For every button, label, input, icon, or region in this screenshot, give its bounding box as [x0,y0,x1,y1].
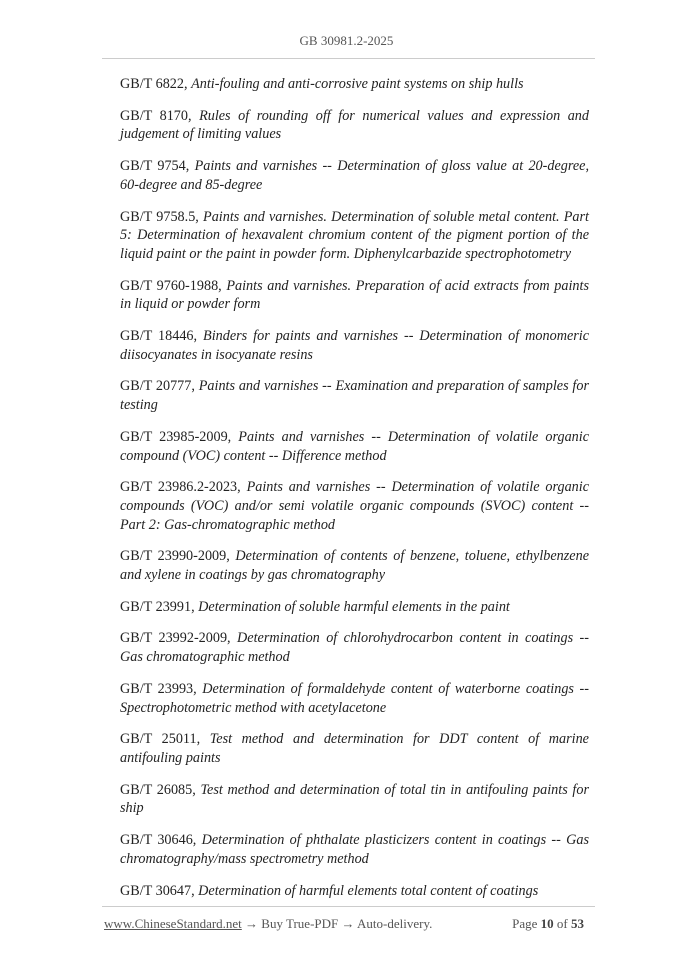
reference-item [120,327,589,364]
reference-title: Binders for paints and varnishes -- Determination of monomeric diisocyanates in isocyanate resins [120,328,589,363]
footer-divider [102,906,595,907]
reference-item [120,75,589,94]
reference-code: GB/T 23990-2009, [120,548,236,565]
reference-item [120,598,589,617]
reference-title: Test method and determination of total tin in antifouling paints for ship [120,781,589,817]
reference-code: GB/T 8170, [120,107,200,124]
of-label: of [553,916,571,931]
reference-title: Determination of harmful elements total content of coatings [198,882,539,899]
normative-references-list [120,75,589,913]
reference-title: Determination of contents of benzene, toluene, ethylbenzene and xylene in coatings by gas chromatography [120,548,589,584]
reference-title: Test method and determination for DDT content of marine antifouling paints [120,731,589,766]
reference-title: Paints and varnishes -- Determination of gloss value at 20-degree, 60-degree and 85-degree [120,158,590,193]
reference-code: GB/T 23991, [120,598,199,615]
reference-code: GB/T 23986.2-2023, [120,479,247,496]
header-divider [102,58,595,59]
reference-title: Paints and varnishes -- Determination of volatile organic compounds (VOC) and/or semi volatile organic compounds (SVOC) content -- Part 2: Gas-chromatographic method [120,479,590,533]
reference-title: Anti-fouling and anti-corrosive paint systems on ship hulls [191,76,524,92]
page-header: GB 30981.2-2025 [299,33,394,48]
reference-code: GB/T 23993, [120,680,203,697]
arrow-icon: → [338,916,358,931]
reference-code: GB/T 20777, [120,378,199,395]
reference-item [120,680,589,717]
reference-code: GB/T 26085, [120,781,201,798]
reference-code: GB/T 18446, [120,328,204,345]
reference-item [120,428,589,465]
reference-item [120,730,589,767]
reference-code: GB/T 30647, [120,882,199,899]
reference-title: Determination of soluble harmful elements in the paint [198,598,510,615]
footer-promo [104,916,432,932]
reference-title: Paints and varnishes. Determination of soluble metal content. Part 5: Determination of hexavalent chromium content of the pigment portion of the liquid paint or the paint in powder form. Diphenylcarbazide spectrophotometry [120,208,589,262]
reference-code: GB/T 9760-1988, [120,277,227,294]
reference-code: GB/T 25011, [120,731,210,748]
buy-text: Buy True-PDF [261,916,339,931]
reference-code: GB/T 9754, [120,158,195,175]
arrow-icon: → [241,916,262,931]
reference-title: Determination of chlorohydrocarbon content in coatings -- Gas chromatographic method [120,630,589,666]
current-page: 10 [540,916,554,931]
reference-title: Paints and varnishes -- Determination of volatile organic compound (VOC) content -- Difference method [120,428,589,464]
page-footer [104,916,584,932]
reference-code: GB/T 30646, [120,832,202,849]
reference-item [120,157,589,194]
reference-item [120,629,589,666]
reference-code: GB/T 6822, [120,76,192,92]
reference-title: Paints and varnishes. Preparation of acid extracts from paints in liquid or powder form [120,277,589,313]
reference-item [120,781,589,818]
reference-code: GB/T 23985-2009, [120,428,239,445]
reference-code: GB/T 23992-2009, [120,630,238,647]
reference-title: Determination of formaldehyde content of waterborne coatings -- Spectrophotometric method with acetylacetone [120,680,589,716]
reference-code: GB/T 9758.5, [120,208,204,225]
reference-title: Determination of phthalate plasticizers content in coatings -- Gas chromatography/mass spectrometry method [120,832,589,867]
website-link[interactable]: www.ChineseStandard.net [104,916,242,931]
page-number [512,916,584,932]
reference-item [120,882,589,901]
delivery-text: Auto-delivery. [357,916,433,931]
reference-item [120,277,589,314]
reference-item [120,377,589,414]
reference-item [120,208,589,264]
reference-item [120,478,589,534]
reference-item [120,831,589,868]
reference-item [120,547,589,584]
reference-item [120,107,589,144]
reference-title: Paints and varnishes -- Examination and preparation of samples for testing [120,378,589,414]
reference-title: Rules of rounding off for numerical values and expression and judgement of limiting values [120,107,589,143]
page-label: Page [512,916,541,931]
total-pages: 53 [571,916,584,931]
